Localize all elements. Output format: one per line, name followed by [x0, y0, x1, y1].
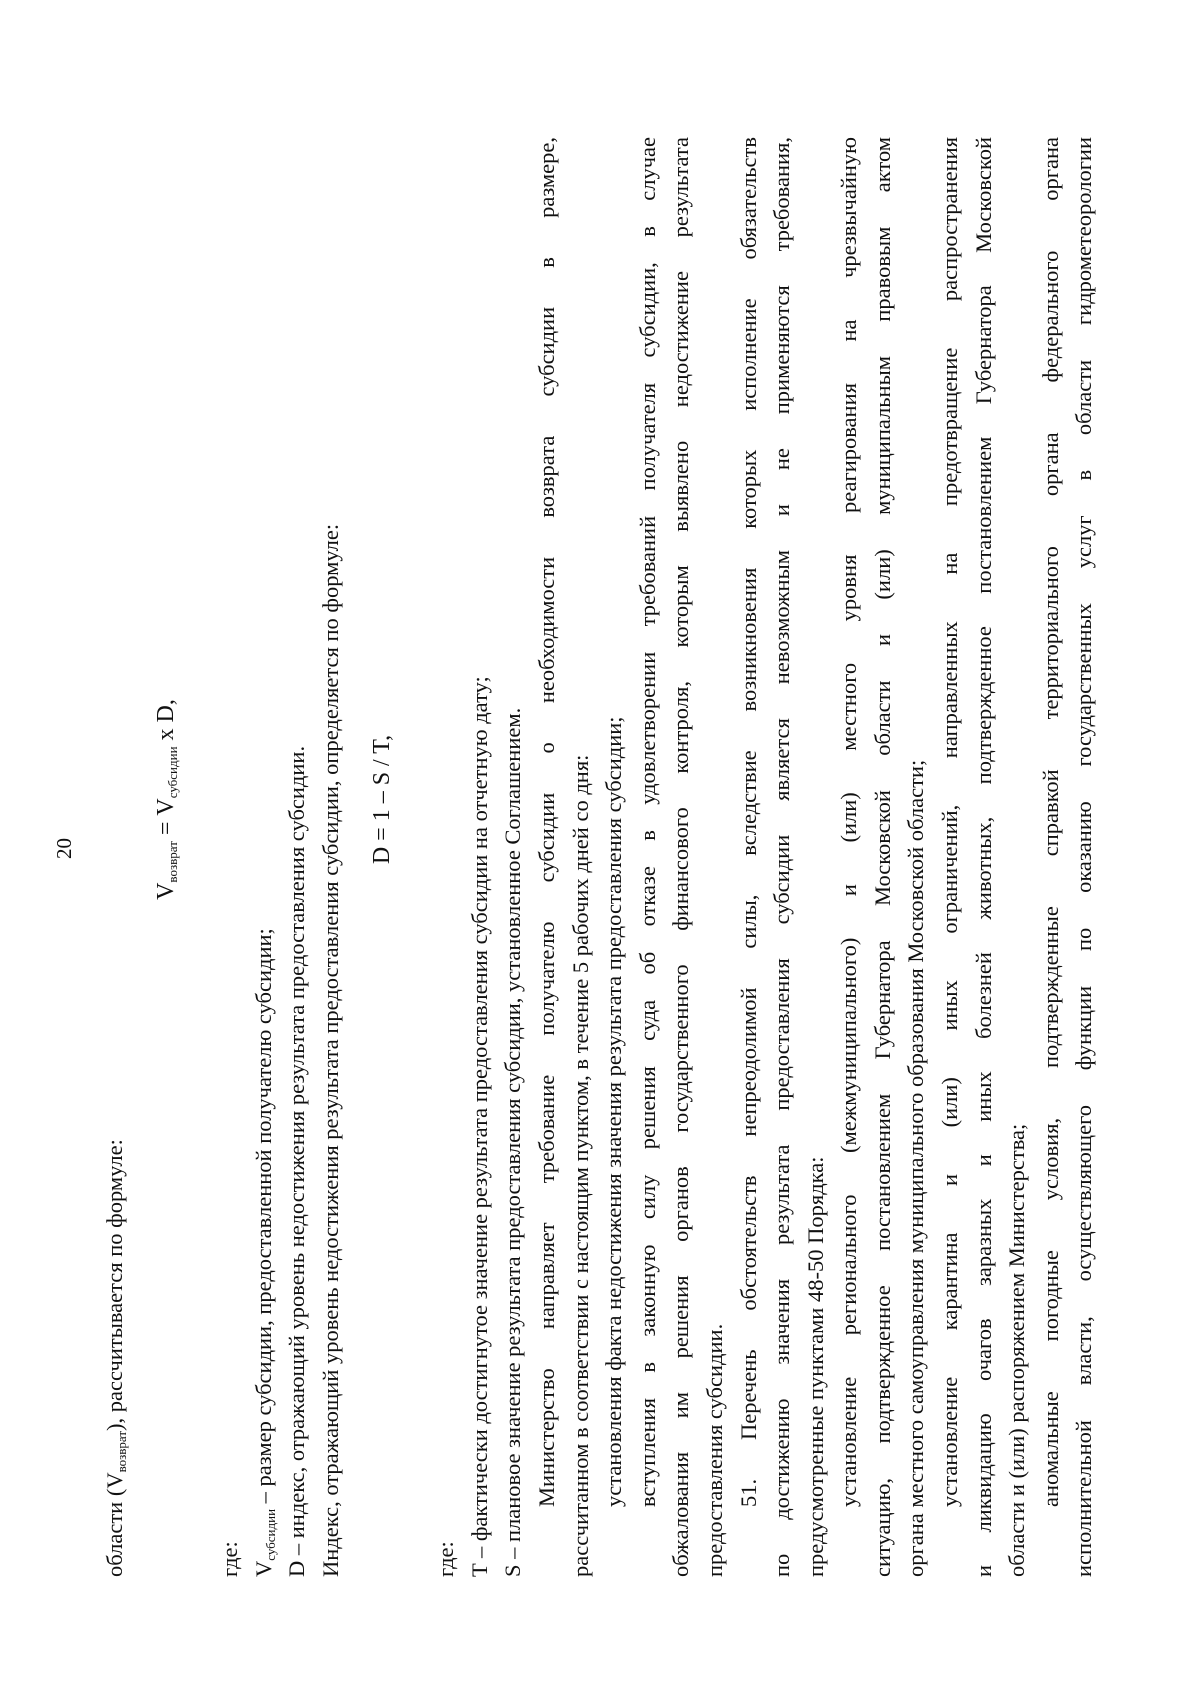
ministry-item-line: вступления в законную силу решения суда об отказе в удовлетворении требований получателя субсидии, в случае: [634, 137, 660, 1507]
page-number: 20: [52, 838, 76, 859]
definition-s: S – плановое значение результата предоставления субсидии, установленное Соглашением.: [500, 707, 526, 1577]
where-label: где:: [217, 1541, 243, 1577]
quarantine-item-line: установление карантина и (или) иных ограничений, направленных на предотвращение распространения: [937, 137, 963, 1507]
weather-item-line: аномальные погодные условия, подтвержденные справкой территориального органа федерального органа: [1037, 137, 1063, 1507]
definition-d: D – индекс, отражающий уровень недостижения результата предоставления субсидии.: [284, 745, 310, 1577]
ministry-item-line: обжалования им решения органов государственного финансового контроля, которым выявлено недостижение результата: [668, 137, 694, 1577]
ministry-item-line: установления факта недостижения значения результата предоставления субсидии;: [601, 716, 627, 1507]
paragraph-51-line: 51. Перечень обстоятельств непреодолимой силы, вследствие возникновения которых исполнение обязательств: [735, 137, 761, 1507]
ministry-paragraph-line: Министерство направляет требование получателю субсидии о необходимости возврата субсидии в размере,: [533, 137, 559, 1507]
ministry-item-line: предоставления субсидии.: [701, 1323, 727, 1577]
formula-index: D = 1 – S / T,: [368, 734, 395, 865]
quarantine-item-line: и ликвидацию очагов заразных и иных болезней животных, подтвержденное постановлением Губернатора Московской: [970, 137, 996, 1577]
where-label: где:: [433, 1541, 459, 1577]
document-body: [98, 137, 1101, 1577]
ministry-paragraph-line: рассчитанном в соответствии с настоящим пунктом, в течение 5 рабочих дней со дня:: [567, 754, 593, 1577]
regional-item-line: ситуацию, подтвержденное постановлением Губернатора Московской области и (или) муниципальным правовым актом: [869, 137, 895, 1577]
quarantine-item-line: области и (или) распоряжением Министерства;: [1004, 1123, 1030, 1577]
paragraph-51-line: предусмотренные пунктами 48-50 Порядка:: [802, 1156, 828, 1577]
intro-line: области $(V_{возврат})$, рассчитывается по формуле:: [102, 1139, 129, 1577]
regional-item-line: установление регионального (межмуниципального) и (или) местного уровня реагирования на чрезвычайную: [836, 137, 862, 1507]
paragraph-51-line: по достижению значения результата предоставления субсидии является невозможным и не применяются требования,: [769, 137, 795, 1577]
regional-item-line: органа местного самоуправления муниципального образования Московской области;: [903, 759, 929, 1577]
definition-t: T – фактически достигнутое значение результата предоставления субсидии на отчетную дату;: [466, 676, 492, 1577]
index-paragraph: Индекс, отражающий уровень недостижения результата предоставления субсидии, определяется по формуле:: [317, 523, 343, 1577]
definition-v: $V_{субсидии}$ – размер субсидии, предоставленной получателю субсидии;: [250, 928, 278, 1577]
weather-item-line: исполнительной власти, осуществляющего функции по оказанию государственных услуг в области гидрометеорологии: [1071, 137, 1097, 1577]
formula-return: $V_{возврат} = V_{субсидии}$ x D,: [152, 699, 180, 900]
